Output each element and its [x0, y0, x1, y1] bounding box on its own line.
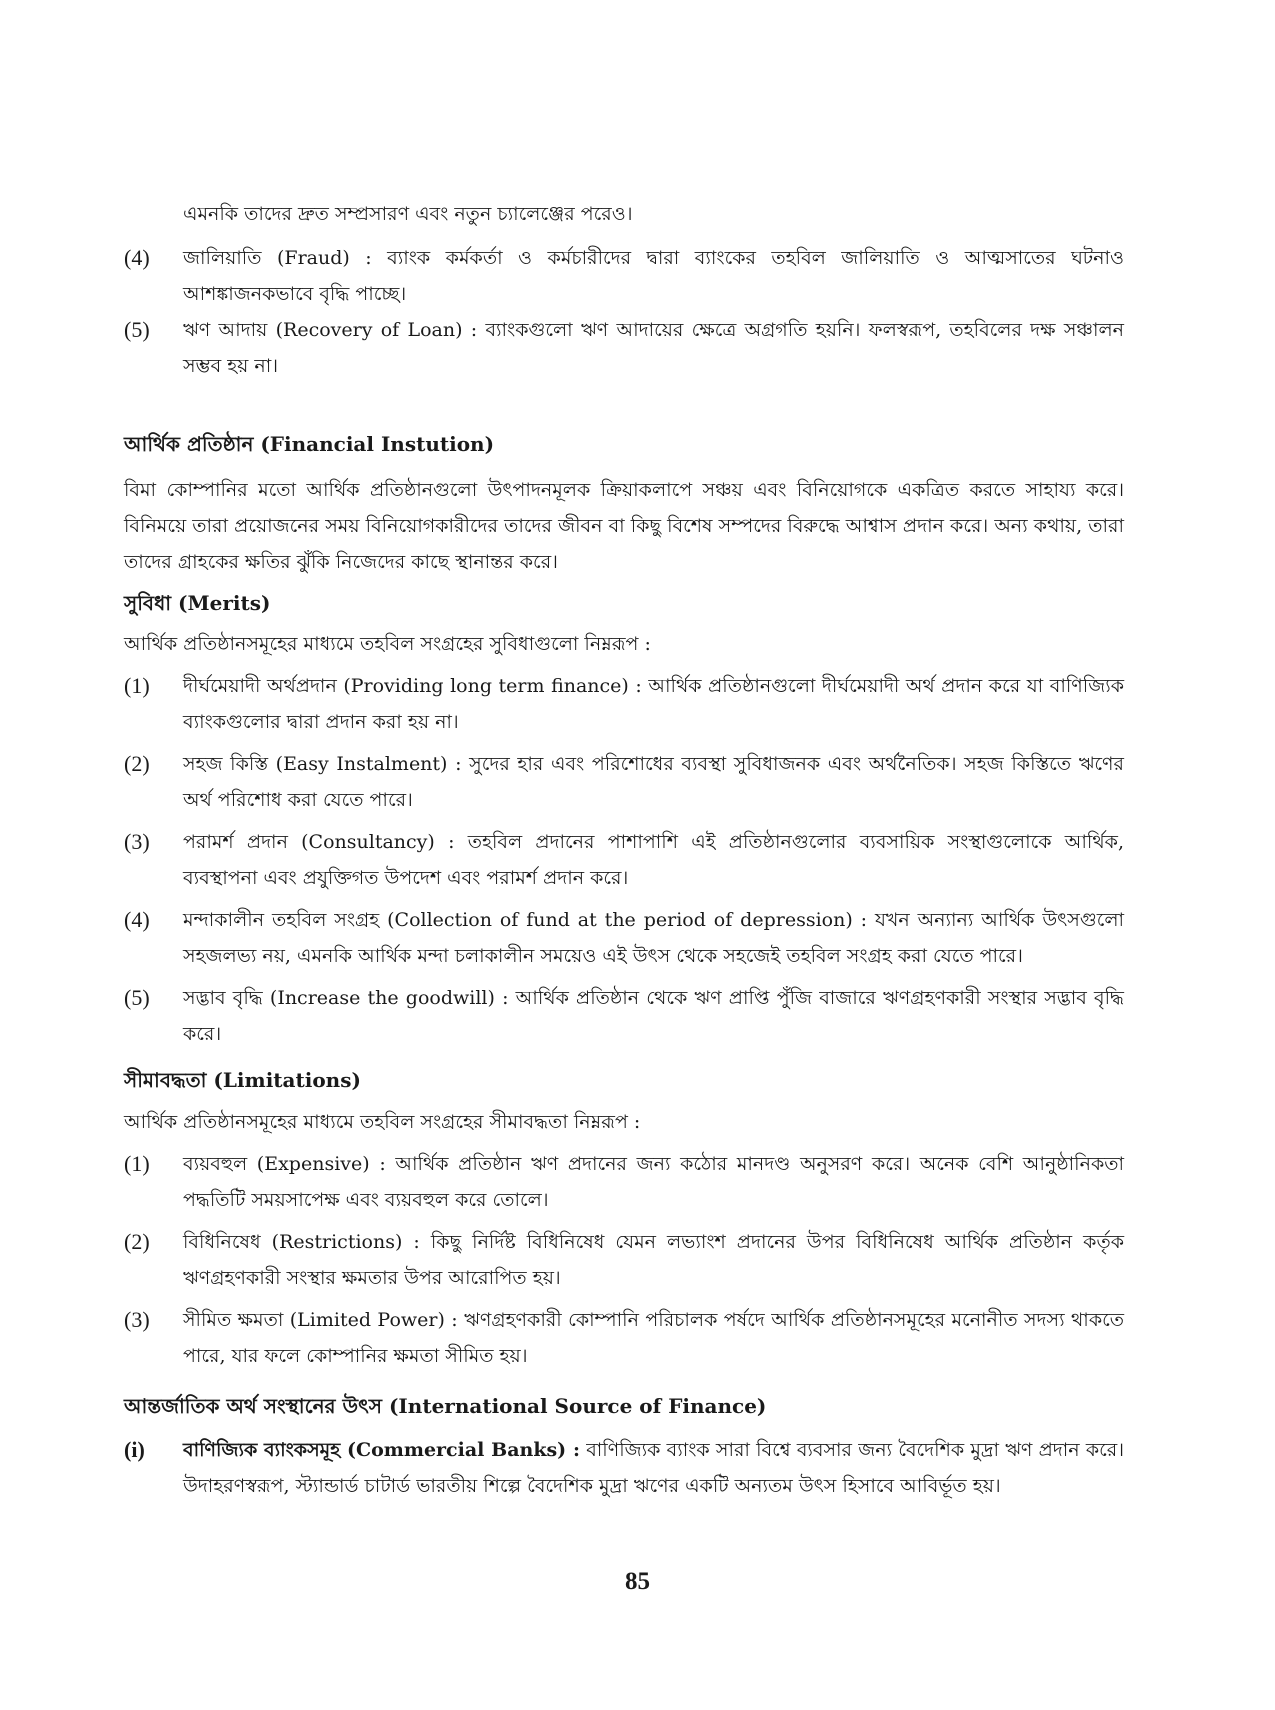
list-item	[124, 1302, 1124, 1374]
item-number: (3)	[124, 1307, 150, 1332]
item-text: তহবিল প্রদানের পাশাপাশি এই প্রতিষ্ঠানগুলোর ব্যবসায়িক সংস্থাগুলোকে আর্থিক, ব্যবস্থাপনা এবং প্রযুক্তিগত উপদেশ এবং পরামর্শ প্রদান করে।	[183, 831, 1124, 889]
item-heading: জালিয়াতি (Fraud) :	[183, 247, 372, 269]
item-text: আর্থিক প্রতিষ্ঠান থেকে ঋণ প্রাপ্তি পুঁজি বাজারে ঋণগ্রহণকারী সংস্থার সদ্ভাব বৃদ্ধি করে।	[183, 987, 1124, 1045]
limitations-intro: আর্থিক প্রতিষ্ঠানসমূহের মাধ্যমে তহবিল সংগ্রহের সীমাবদ্ধতা নিম্নরূপ :	[124, 1111, 641, 1133]
item-heading: বিধিনিষেধ (Restrictions) :	[183, 1231, 420, 1253]
list-item	[124, 980, 1124, 1052]
list-item	[124, 746, 1124, 818]
item-number: (i)	[124, 1437, 145, 1462]
item-heading: সীমিত ক্ষমতা (Limited Power) :	[183, 1309, 458, 1331]
financial-institution-paragraph: বিমা কোম্পানির মতো আর্থিক প্রতিষ্ঠানগুলো উৎপাদনমূলক ক্রিয়াকলাপে সঞ্চয় এবং বিনিয়োগকে একত্রিত করতে সাহায্য করে। বিনিময়ে তারা প্রয়োজনের সময় বিনিয়োগকারীদের তাদের জীবন বা কিছু বিশেষ সম্পদের বিরুদ্ধে আশ্বাস প্রদান করে। অন্য কথায়, তারা তাদের গ্রাহকের ক্ষতির ঝুঁকি নিজেদের কাছে স্থানান্তর করে।	[124, 479, 1124, 573]
section-heading-financial-institution: আর্থিক প্রতিষ্ঠান (Financial Instution)	[124, 432, 495, 456]
continuation-text: এমনকি তাদের দ্রুত সম্প্রসারণ এবং নতুন চ্যালেঞ্জের পরেও।	[183, 203, 633, 225]
item-heading: সদ্ভাব বৃদ্ধি (Increase the goodwill) :	[183, 987, 509, 1009]
item-number: (5)	[124, 985, 150, 1010]
item-text: ব্যাংক কর্মকর্তা ও কর্মচারীদের দ্বারা ব্যাংকের তহবিল জালিয়াতি ও আত্মসাতের ঘটনাও আশঙ্কাজনকভাবে বৃদ্ধি পাচ্ছে।	[183, 247, 1124, 305]
item-text: যখন অন্যান্য আর্থিক উৎসগুলো সহজলভ্য নয়, এমনকি আর্থিক মন্দা চলাকালীন সময়েও এই উৎস থেকে সহজেই তহবিল সংগ্রহ করা যেতে পারে।	[183, 909, 1124, 967]
item-heading: মন্দাকালীন তহবিল সংগ্রহ (Collection of fund at the period of depression) :	[183, 909, 868, 931]
item-number: (1)	[124, 1151, 150, 1176]
item-number: (4)	[124, 245, 150, 270]
section-heading-limitations: সীমাবদ্ধতা (Limitations)	[124, 1068, 361, 1092]
list-item	[124, 240, 1124, 312]
item-heading: দীর্ঘমেয়াদী অর্থপ্রদান (Providing long term finance) :	[183, 675, 642, 697]
list-item	[124, 1146, 1124, 1218]
page-number: 85	[625, 1568, 650, 1595]
item-number: (2)	[124, 751, 150, 776]
list-item	[124, 312, 1124, 384]
item-text: সুদের হার এবং পরিশোধের ব্যবস্থা সুবিধাজনক এবং অর্থনৈতিক। সহজ কিস্তিতে ঋণের অর্থ পরিশোধ করা যেতে পারে।	[183, 753, 1124, 811]
item-heading: পরামর্শ প্রদান (Consultancy) :	[183, 831, 455, 853]
merits-intro: আর্থিক প্রতিষ্ঠানসমূহের মাধ্যমে তহবিল সংগ্রহের সুবিধাগুলো নিম্নরূপ :	[124, 633, 651, 655]
item-heading: ঋণ আদায় (Recovery of Loan) :	[183, 319, 478, 341]
section-heading-merits: সুবিধা (Merits)	[124, 591, 271, 615]
item-heading: ব্যয়বহুল (Expensive) :	[183, 1153, 386, 1175]
section-heading-international: আন্তর্জাতিক অর্থ সংস্থানের উৎস (International Source of Finance)	[124, 1394, 767, 1418]
item-number: (5)	[124, 317, 150, 342]
item-number: (3)	[124, 829, 150, 854]
item-text: বাণিজ্যিক ব্যাংক সারা বিশ্বে ব্যবসার জন্য বৈদেশিক মুদ্রা ঋণ প্রদান করে। উদাহরণস্বরূপ, স্ট্যান্ডার্ড চাটার্ড ভারতীয় শিল্পে বৈদেশিক মুদ্রা ঋণের একটি অন্যতম উৎস হিসাবে আবির্ভূত হয়।	[183, 1439, 1125, 1497]
item-text: ব্যাংকগুলো ঋণ আদায়ের ক্ষেত্রে অগ্রগতি হয়নি। ফলস্বরূপ, তহবিলের দক্ষ সঞ্চালন সম্ভব হয় না।	[183, 319, 1124, 377]
list-item	[124, 668, 1124, 740]
item-text: আর্থিক প্রতিষ্ঠান ঋণ প্রদানের জন্য কঠোর মানদণ্ড অনুসরণ করে। অনেক বেশি আনুষ্ঠানিকতা পদ্ধতিটি সময়সাপেক্ষ এবং ব্যয়বহুল করে তোলে।	[183, 1153, 1125, 1211]
list-item	[124, 1432, 1124, 1504]
item-text: আর্থিক প্রতিষ্ঠানগুলো দীর্ঘমেয়াদী অর্থ প্রদান করে যা বাণিজ্যিক ব্যাংকগুলোর দ্বারা প্রদান করা হয় না।	[183, 675, 1124, 733]
item-text: ঋণগ্রহণকারী কোম্পানি পরিচালক পর্ষদে আর্থিক প্রতিষ্ঠানসমূহের মনোনীত সদস্য থাকতে পারে, যার ফলে কোম্পানির ক্ষমতা সীমিত হয়।	[183, 1309, 1124, 1367]
item-number: (4)	[124, 907, 150, 932]
item-number: (2)	[124, 1229, 150, 1254]
item-heading: সহজ কিস্তি (Easy Instalment) :	[183, 753, 462, 775]
item-number: (1)	[124, 673, 150, 698]
item-text: কিছু নির্দিষ্ট বিধিনিষেধ যেমন লভ্যাংশ প্রদানের উপর বিধিনিষেধ আর্থিক প্রতিষ্ঠান কর্তৃক ঋণগ্রহণকারী সংস্থার ক্ষমতার উপর আরোপিত হয়।	[183, 1231, 1124, 1289]
list-item	[124, 1224, 1124, 1296]
list-item	[124, 902, 1124, 974]
item-heading: বাণিজ্যিক ব্যাংকসমূহ (Commercial Banks) :	[183, 1439, 580, 1461]
list-item	[124, 824, 1124, 896]
